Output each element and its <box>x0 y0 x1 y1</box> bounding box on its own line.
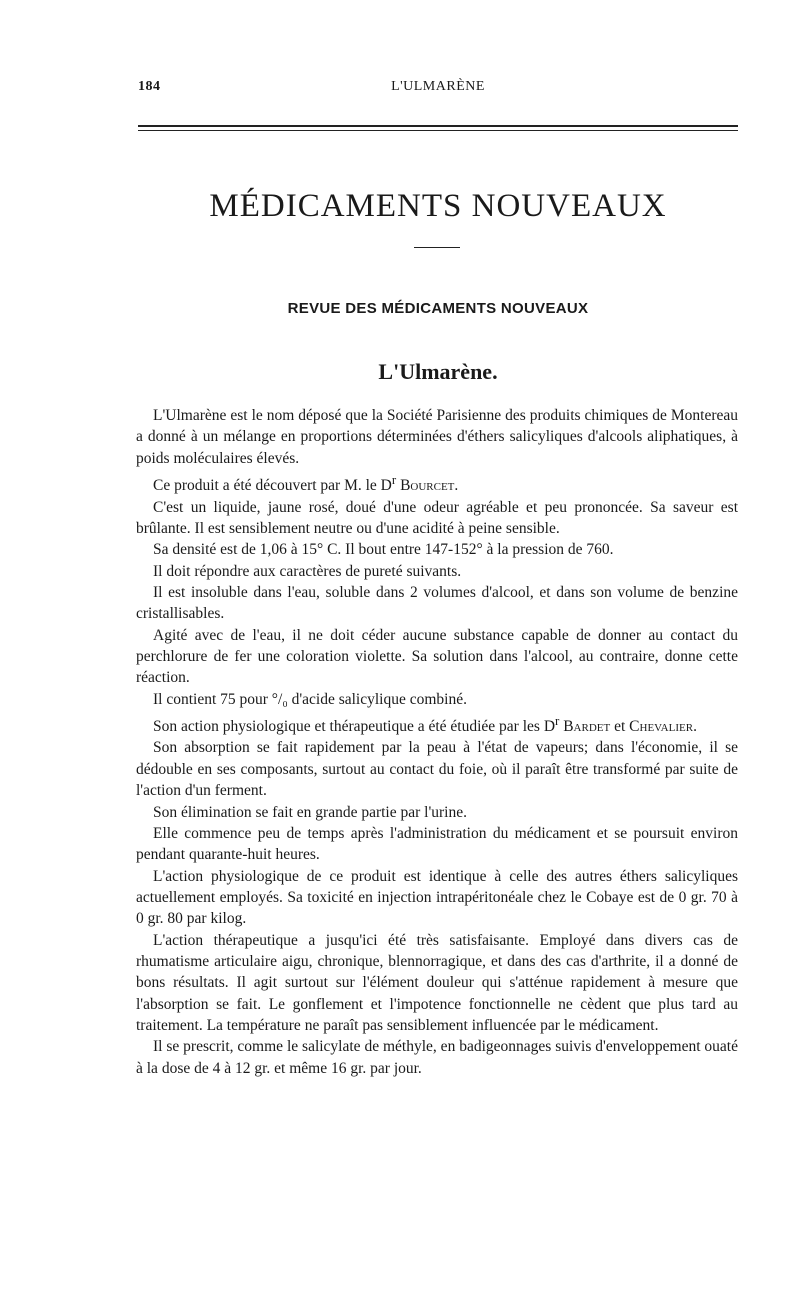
superscript: r <box>555 712 560 728</box>
paragraph: L'action thérapeutique a jusqu'ici été très satisfaisante. Employé dans divers cas de rhumatisme articulaire aigu, chronique, blennorragique, et dans des cas d'arthrite, il a donné de bons résultats. Il agit surtout sur l'élément douleur qui s'atténue rapidement à mesure que l'absorption se fait. Le gonflement et l'impotence fonctionnelle ne cèdent que plus tard au traitement. La température ne paraît pas sensiblement influencée par le médicament. <box>136 931 738 1034</box>
paragraph: L'action physiologique de ce produit est identique à celle des autres éthers salicyliques actuellement employés. Sa toxicité en injection intrapéritonéale chez le Cobaye est de 0 gr. 70 à 0 gr. 80 par kilog. <box>136 867 738 928</box>
paragraph-text: Son action physiologique et thérapeutique a été étudiée par les D <box>153 718 556 736</box>
paragraph <box>136 469 738 497</box>
paragraph: Il contient 75 pour °/₀ d'acide salicylique combiné. <box>153 690 467 708</box>
paragraph: L'Ulmarène est le nom déposé que la Société Parisienne des produits chimiques de Montereau a donné à un mélange en proportions déterminées d'éthers salicyliques d'alcools aliphatiques, à poids moléculaires élevés. <box>136 407 738 467</box>
section-title: MÉDICAMENTS NOUVEAUX <box>209 188 667 224</box>
author-name: Chevalier <box>629 718 694 736</box>
page-number: 184 <box>138 79 161 94</box>
running-head <box>138 79 738 99</box>
running-title: L'ULMARÈNE <box>391 79 485 94</box>
section-subtitle: REVUE DES MÉDICAMENTS NOUVEAUX <box>287 300 589 317</box>
paragraph <box>136 710 738 738</box>
article-title: L'Ulmarène. <box>378 359 498 384</box>
title-divider <box>414 247 460 248</box>
paragraph: Elle commence peu de temps après l'administration du médicament et se poursuit environ pendant quarante-huit heures. <box>136 824 738 864</box>
paragraph: Sa densité est de 1,06 à 15° C. Il bout entre 147-152° à la pression de 760. <box>153 541 614 559</box>
paragraph: Il est insoluble dans l'eau, soluble dans 2 volumes d'alcool, et dans son volume de benzine cristallisables. <box>136 583 738 623</box>
superscript: r <box>391 472 397 488</box>
header-rule-bottom <box>138 130 738 131</box>
paragraph: C'est un liquide, jaune rosé, doué d'une odeur agréable et peu prononcée. Sa saveur est brûlante. Il est sensiblement neutre ou d'une acidité à peine sensible. <box>136 498 738 537</box>
author-name: Bardet <box>563 718 611 736</box>
paragraph: Son élimination se fait en grande partie par l'urine. <box>153 803 467 821</box>
header-rule-top <box>138 125 738 127</box>
article-body <box>136 405 738 1079</box>
author-name: Bourcet <box>400 477 455 495</box>
paragraph: Agité avec de l'eau, il ne doit céder aucune substance capable de donner au contact du perchlorure de fer une coloration violette. Sa solution dans l'alcool, au contraire, donne cette réaction. <box>136 626 738 687</box>
paragraph: Son absorption se fait rapidement par la peau à l'état de vapeurs; dans l'économie, il se dédouble en ses composants, surtout au contact du foie, où il paraît être transformé par suite de l'action d'un ferment. <box>136 739 738 800</box>
punctuation: . <box>693 718 697 736</box>
conjunction: et <box>614 718 626 736</box>
paragraph: Il se prescrit, comme le salicylate de méthyle, en badigeonnages suivis d'enveloppement ouaté à la dose de 4 à 12 gr. et même 16 gr. par jour. <box>136 1038 738 1077</box>
paragraph-text: Ce produit a été découvert par M. le D <box>153 477 392 495</box>
punctuation: . <box>454 477 459 495</box>
paragraph: Il doit répondre aux caractères de pureté suivants. <box>153 562 462 580</box>
